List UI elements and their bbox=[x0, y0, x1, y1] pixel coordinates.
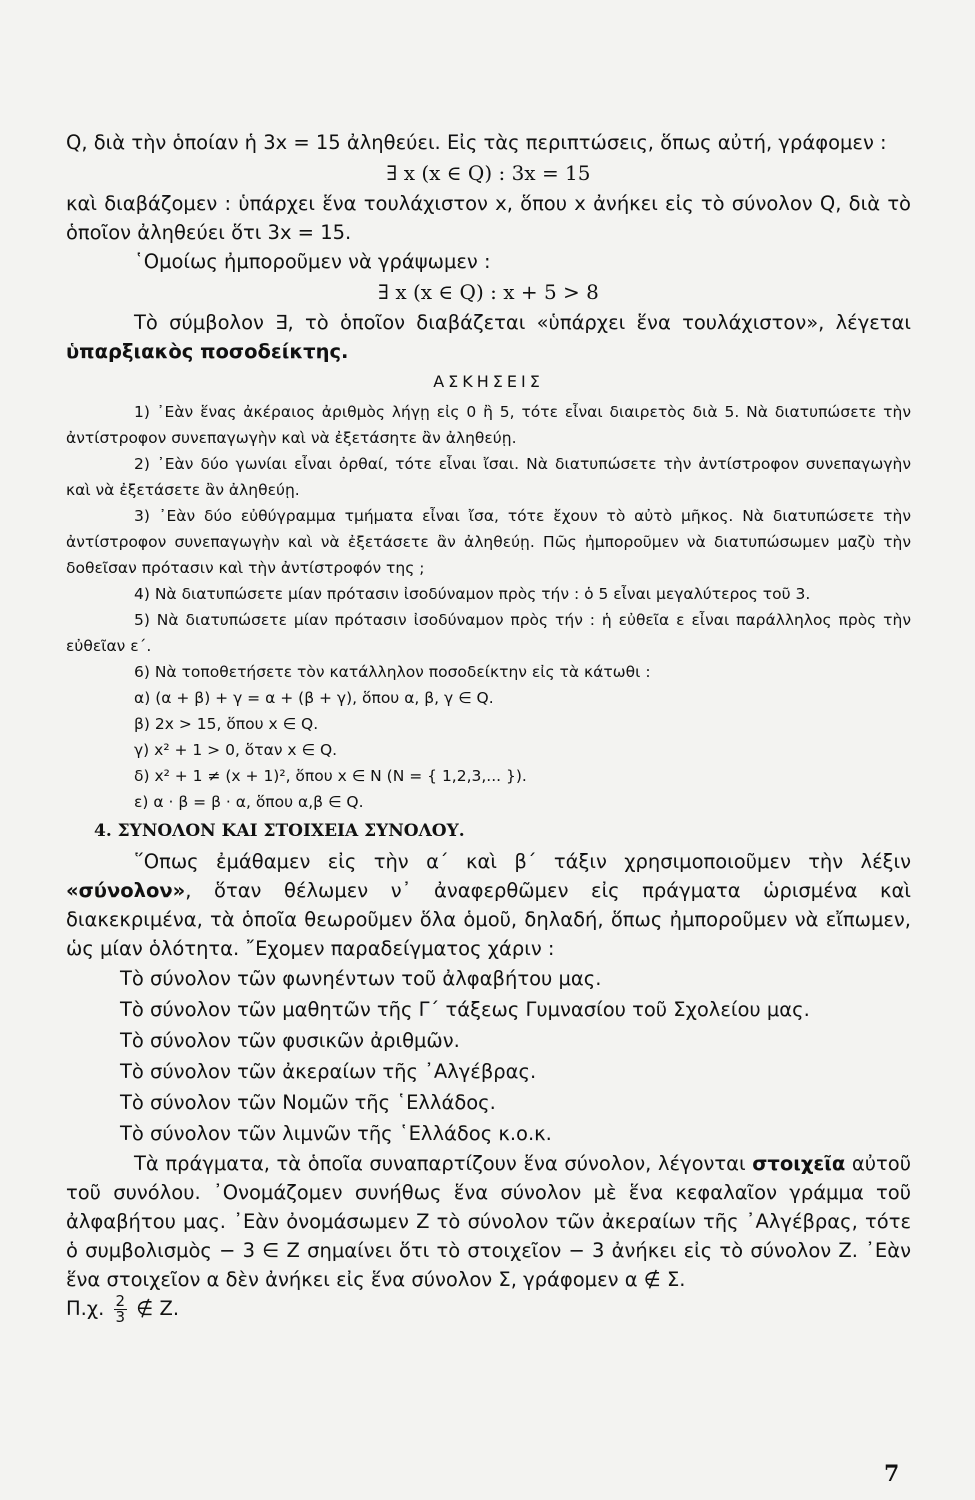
list-item: Τὸ σύνολον τῶν φωνηέντων τοῦ ἀλφαβήτου μας. bbox=[120, 967, 602, 990]
page-content bbox=[66, 128, 911, 1325]
section-p2-start: Τὰ πράγματα, τὰ ὁποῖα συναπαρτίζουν ἕνα σύνολον, λέγονται bbox=[134, 1152, 753, 1175]
fraction-numerator: 2 bbox=[115, 1292, 126, 1310]
list-item: Τὸ σύνολον τῶν μαθητῶν τῆς Γ΄ τάξεως Γυμνασίου τοῦ Σχολείου μας. bbox=[120, 998, 810, 1021]
page-number: 7 bbox=[884, 1461, 900, 1487]
example-rest: ∉ Z. bbox=[136, 1297, 180, 1320]
exercise-2: 2) ᾿Εὰν δύο γωνίαι εἶναι ὀρθαί, τότε εἶναι ἴσαι. Νὰ διατυπώσετε τὴν ἀντίστροφον συνεπαγωγὴν καὶ νὰ ἐξετάσετε ἂν ἀληθεύῃ. bbox=[66, 455, 911, 499]
section-title: 4. ΣΥΝΟΛΟΝ ΚΑΙ ΣΤΟΙΧΕΙΑ ΣΥΝΟΛΟΥ. bbox=[94, 821, 465, 841]
section-paragraph-1 bbox=[66, 847, 911, 963]
exercise-3: 3) ᾿Εὰν δύο εὐθύγραμμα τμήματα εἶναι ἴσα, τότε ἔχουν τὸ αὐτὸ μῆκος. Νὰ διατυπώσετε τὴν ἀντίστροφον συνεπαγωγὴν καὶ νὰ ἐξετάσετε ἂν ἀληθεύῃ. Πῶς ἠμποροῦμεν νὰ διατυπώσωμεν μαζὺ τὴν δοθεῖσαν πρότασιν καὶ τὴν ἀντίστροφόν της ; bbox=[66, 507, 911, 577]
list-item: Τὸ σύνολον τῶν φυσικῶν ἀριθμῶν. bbox=[120, 1029, 460, 1052]
example-line bbox=[66, 1294, 911, 1325]
exercise-4: 4) Νὰ διατυπώσετε μίαν πρότασιν ἰσοδύναμον πρὸς τήν : ὁ 5 εἶναι μεγαλύτερος τοῦ 3. bbox=[134, 585, 811, 603]
term-synolon: «σύνολον» bbox=[66, 879, 186, 902]
section-p2-end: αὐτοῦ τοῦ συνόλου. ᾿Ονομάζομεν συνήθως ἕνα σύνολον μὲ ἕνα κεφαλαῖον γράμμα τοῦ ἀλφαβήτου μας. ᾿Εὰν ὀνομάσωμεν Z τὸ σύνολον τῶν ἀκεραίων τῆς ᾿Αλγέβρας, τότε ὁ συμβολισμὸς − 3 ∈ Z σημαίνει ὅτι τὸ στοιχεῖον − 3 ἀνήκει εἰς τὸ σύνολον Z. ᾿Εὰν ἕνα στοιχεῖον α δὲν ἀνήκει εἰς ἕνα σύνολον Σ, γράφομεν α ∉ Σ. bbox=[66, 1152, 911, 1291]
exercise-6b: β) 2x > 15, ὅπου x ∈ Q. bbox=[134, 715, 319, 733]
term-stoicheia: στοιχεῖα bbox=[752, 1152, 846, 1175]
section-paragraph-2 bbox=[66, 1149, 911, 1294]
fraction-two-thirds bbox=[114, 1294, 128, 1325]
quantifier-term: ὑπαρξιακὸς ποσοδείκτης. bbox=[66, 340, 349, 363]
quantifier-text: Τὸ σύμβολον ∃, τὸ ὁποῖον διαβάζεται «ὑπάρχει ἕνα τουλάχιστον», λέγεται bbox=[134, 311, 911, 334]
list-item: Τὸ σύνολον τῶν ἀκεραίων τῆς ᾿Αλγέβρας. bbox=[120, 1060, 537, 1083]
list-item: Τὸ σύνολον τῶν Νομῶν τῆς ῾Ελλάδος. bbox=[120, 1091, 496, 1114]
intro-paragraph-3: ῾Ομοίως ἠμποροῦμεν νὰ γράψωμεν : bbox=[134, 250, 491, 273]
exercise-6: 6) Νὰ τοποθετήσετε τὸν κατάλληλον ποσοδείκτην εἰς τὰ κάτωθι : bbox=[134, 663, 651, 681]
section-p1-start: ῞Οπως ἐμάθαμεν εἰς τὴν α΄ καὶ β΄ τάξιν χρησιμοποιοῦμεν τὴν λέξιν bbox=[134, 850, 911, 873]
exercise-6d: δ) x² + 1 ≠ (x + 1)², ὅπου x ∈ N (N = { 1,2,3,... }). bbox=[134, 767, 527, 785]
formula-exists-3x: ∃ x (x ∈ Q) : 3x = 15 bbox=[386, 161, 591, 185]
intro-paragraph-2: καὶ διαβάζομεν : ὑπάρχει ἕνα τουλάχιστον x, ὅπου x ἀνήκει εἰς τὸ σύνολον Q, διὰ τὸ ὁποῖον ἀληθεύει ὅτι 3x = 15. bbox=[66, 192, 911, 244]
list-item: Τὸ σύνολον τῶν λιμνῶν τῆς ῾Ελλάδος κ.ο.κ. bbox=[120, 1122, 552, 1145]
section-p1-end: , ὅταν θέλωμεν ν᾿ ἀναφερθῶμεν εἰς πράγματα ὡρισμένα καὶ διακεκριμένα, τὰ ὁποῖα θεωροῦμεν ὅλα ὁμοῦ, δηλαδή, ὅπως ἠμποροῦμεν νὰ εἴπωμεν, ὡς μίαν ὁλότητα. ῎Εχομεν παραδείγματος χάριν : bbox=[66, 879, 911, 960]
exercise-6a: α) (α + β) + γ = α + (β + γ), ὅπου α, β, γ ∈ Q. bbox=[134, 689, 494, 707]
exercise-6c: γ) x² + 1 > 0, ὅταν x ∈ Q. bbox=[134, 741, 338, 759]
fraction-denominator: 3 bbox=[115, 1308, 126, 1326]
exercise-1: 1) ᾿Εὰν ἕνας ἀκέραιος ἀριθμὸς λήγῃ εἰς 0 ἢ 5, τότε εἶναι διαιρετὸς διὰ 5. Νὰ διατυπώσετε τὴν ἀντίστροφον συνεπαγωγὴν καὶ νὰ ἐξετάσητε ἂν ἀληθεύῃ. bbox=[66, 403, 911, 447]
exercise-6e: ε) α · β = β · α, ὅπου α,β ∈ Q. bbox=[134, 793, 364, 811]
intro-paragraph-4 bbox=[66, 308, 911, 366]
exercise-5: 5) Νὰ διατυπώσετε μίαν πρότασιν ἰσοδύναμον πρὸς τήν : ἡ εὐθεῖα ε εἶναι παράλληλος πρὸς τὴν εὐθεῖαν ε΄. bbox=[66, 611, 911, 655]
example-label: Π.χ. bbox=[66, 1297, 105, 1320]
formula-exists-x-plus-5: ∃ x (x ∈ Q) : x + 5 > 8 bbox=[378, 280, 599, 304]
exercises-heading: ΑΣΚΗΣΕΙΣ bbox=[433, 372, 544, 391]
intro-paragraph-1: Q, διὰ τὴν ὁποίαν ἡ 3x = 15 ἀληθεύει. Εἰς τὰς περιπτώσεις, ὅπως αὐτή, γράφομεν : bbox=[66, 131, 887, 154]
